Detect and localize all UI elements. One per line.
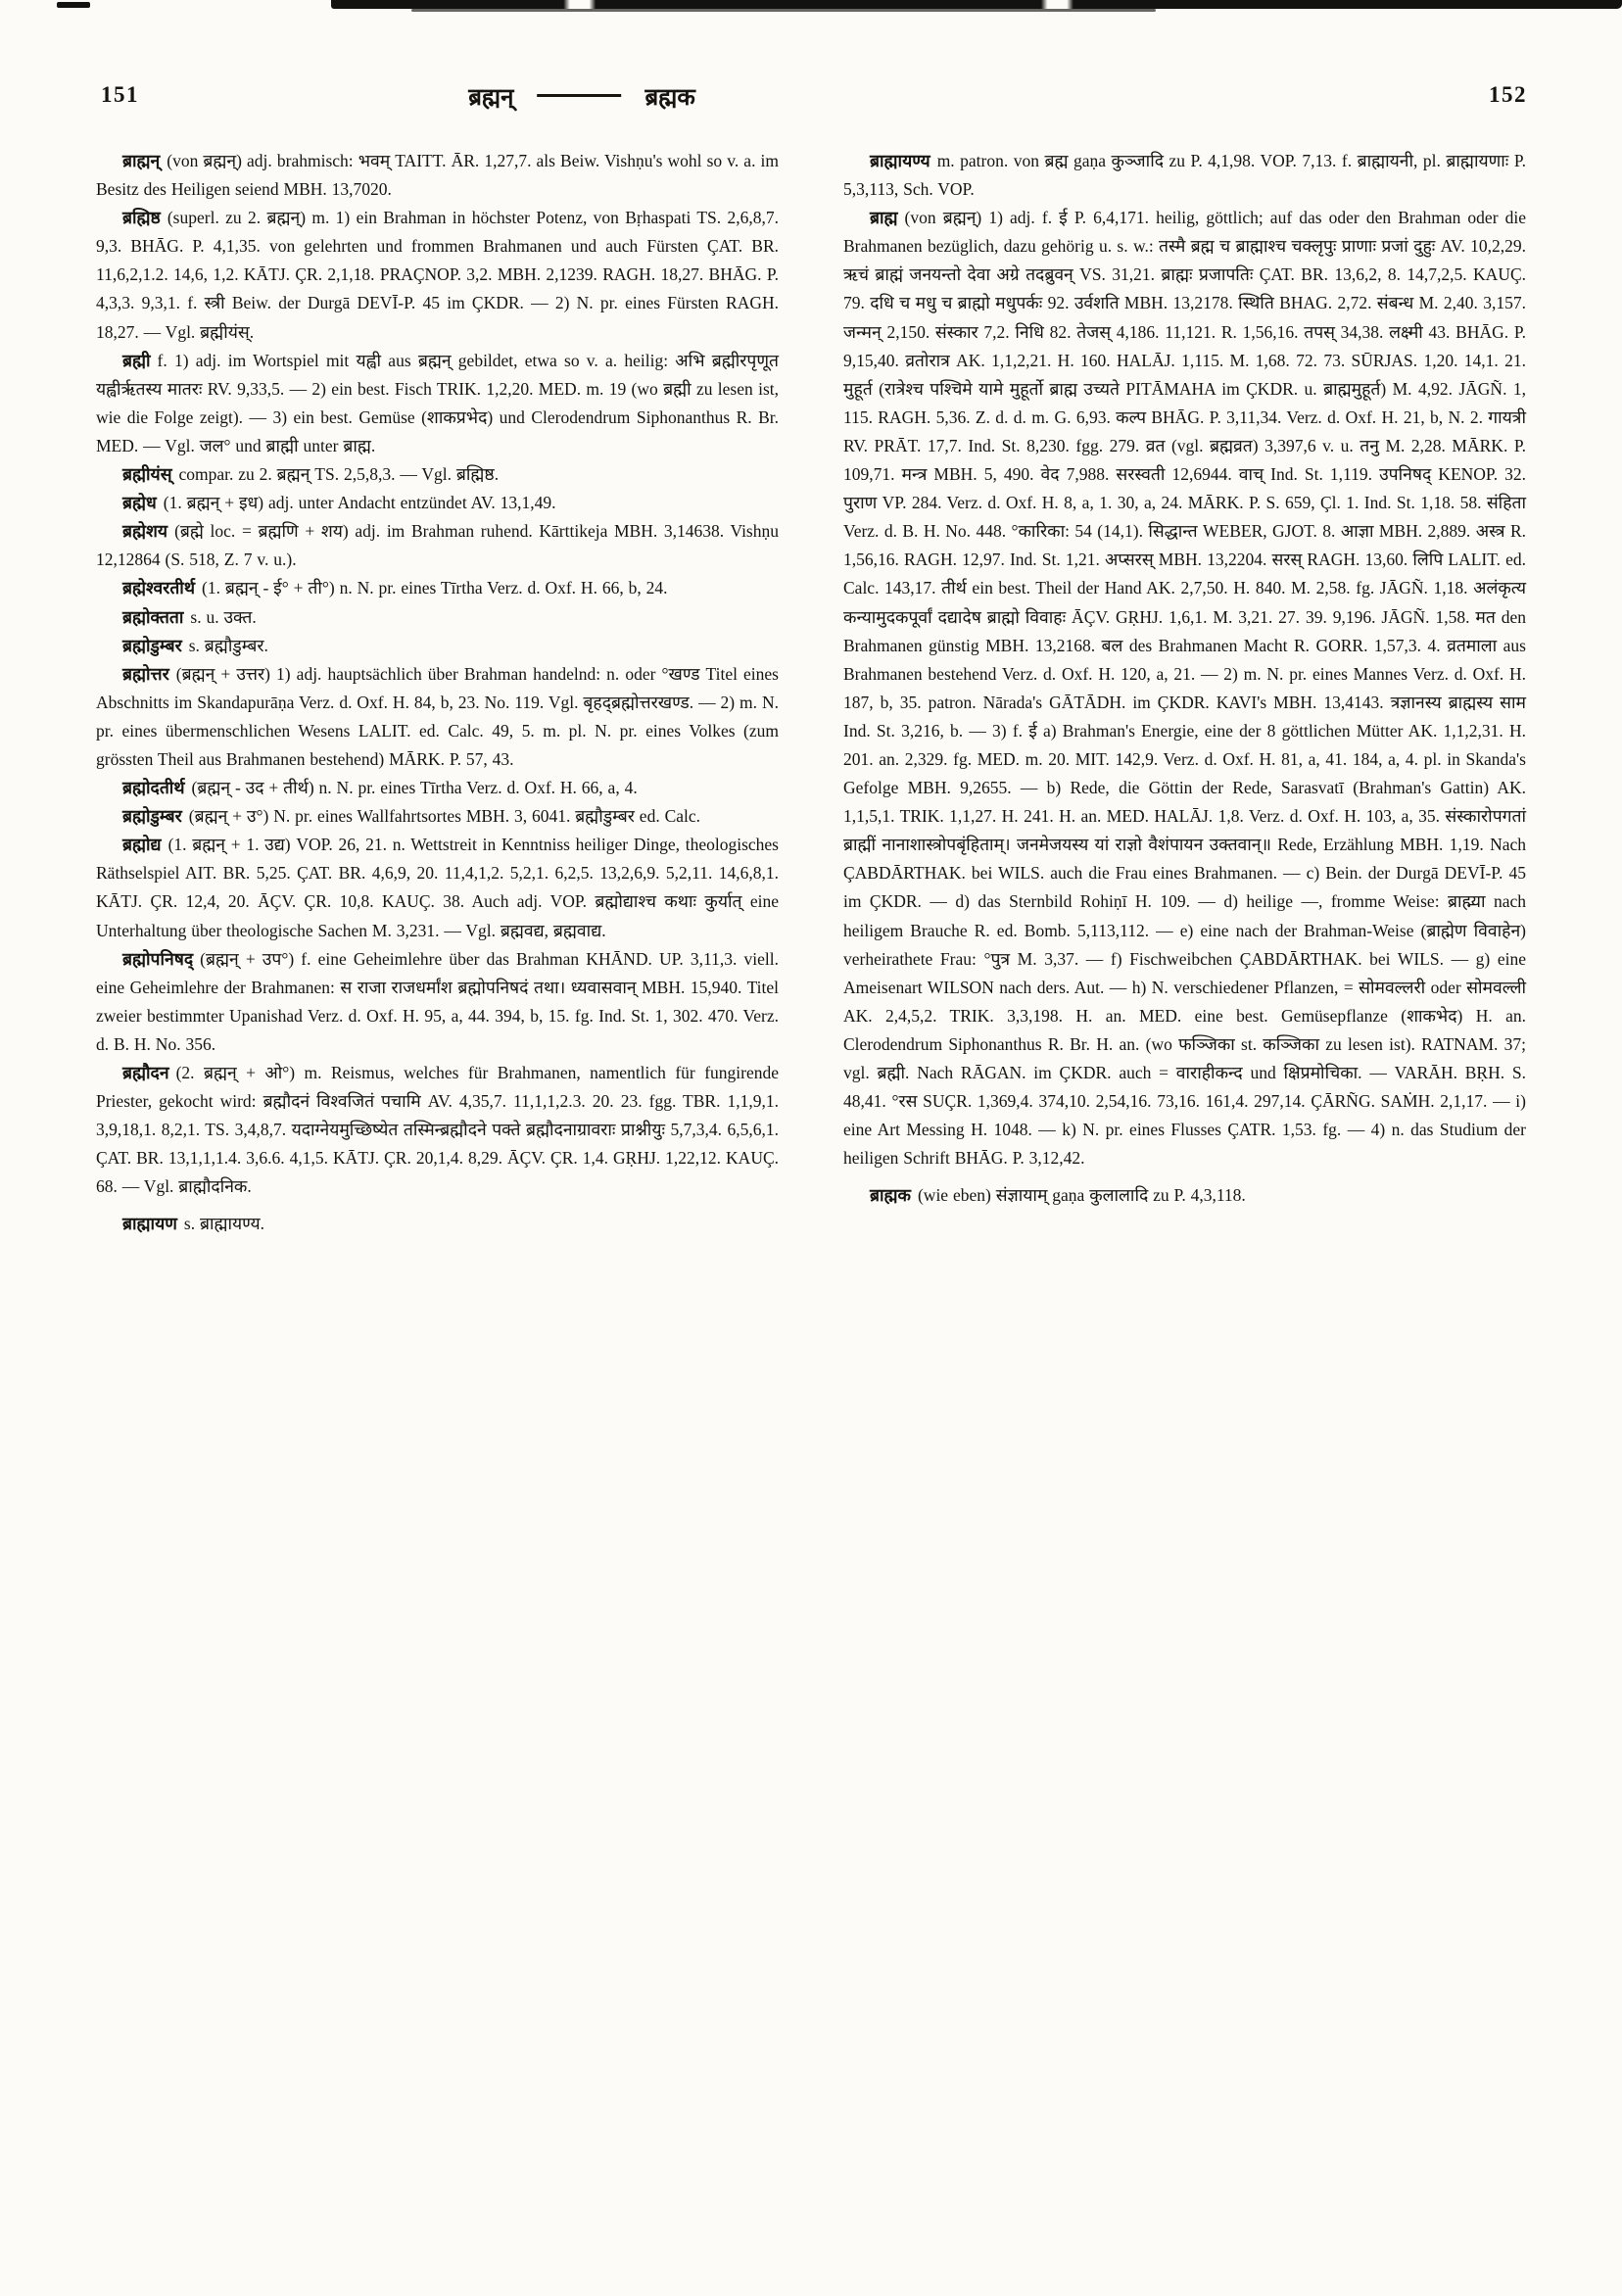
entry-headword: ब्रह्मौदन (122, 1063, 169, 1082)
entry-body: (ब्रह्मन् + उ°) N. pr. eines Wallfahrtsortes MBH. 3, 6041. ब्रह्मौडुम्बर ed. Calc. (188, 806, 701, 827)
entry-headword: ब्रह्मोपनिषद् (122, 948, 194, 969)
dictionary-entry (96, 774, 779, 802)
entry-body: (wie eben) संज्ञायाम् gaṇa कुलालादि zu P. 4,3,118. (917, 1185, 1246, 1206)
entry-body: (ब्रह्मन् + उत्तर) 1) adj. hauptsächlich über Brahman handelnd: n. oder °खण्ड Titel eines Abschnitts im Skandapurāṇa Verz. d. Oxf. H. 84, b, 23. No. 119. Vgl. बृहद्ब्रह्मोत्तरखण्ड. — 2) m. N. pr. eines übermenschlichen Wesens LALIT. ed. Calc. 49, 5. m. pl. N. pr. eines Volkes (zum grössten Theil aus Brahmanen bestehend) MĀRK. P. 57, 43. (96, 663, 779, 769)
entry-headword: ब्रह्मेश्वरतीर्थ (122, 578, 196, 598)
entry-headword: ब्राह्मन् (122, 151, 161, 170)
dictionary-entry (96, 660, 779, 774)
entry-headword: ब्रह्मोदतीर्थ (122, 778, 185, 798)
right-column (843, 147, 1526, 1239)
running-head (468, 80, 695, 113)
dictionary-entry (96, 831, 779, 944)
dictionary-entry (96, 1210, 779, 1238)
entry-body: compar. zu 2. ब्रह्मन् TS. 2,5,8,3. — Vgl. ब्रह्मिष्ठ. (178, 464, 500, 485)
scan-edge-artifact-left (57, 2, 90, 8)
entry-headword: ब्रह्मोडुम्बर (122, 806, 182, 827)
entry-body: (ब्रह्मे loc. = ब्रह्मणि + शय) adj. im Brahman ruhend. Kārttikeja MBH. 3,14638. Vishṇu 12,12864 (S. 518, Z. 7 v. u.). (96, 521, 779, 570)
entry-body: (ब्रह्मन् - उद + तीर्थ) n. N. pr. eines Tīrtha Verz. d. Oxf. H. 66, a, 4. (191, 778, 638, 798)
entry-headword: ब्रह्मीयंस् (122, 464, 172, 485)
entry-headword: ब्रह्मेध (122, 493, 157, 513)
dictionary-entry (96, 603, 779, 632)
entry-headword: ब्राह्मायण्य (870, 151, 930, 170)
entry-body: (1. ब्रह्मन् + इध) adj. unter Andacht entzündet AV. 13,1,49. (163, 493, 556, 513)
entry-body: (1. ब्रह्मन् + 1. उद्य) VOP. 26, 21. n. Wettstreit in Kenntniss heiliger Dinge, theologisches Räthselspiel AIT. BR. 5,25. ÇAT. BR. 4,6,9, 20. 11,4,1,2. 5,2,1. 6,2,5. 13,2,6,9. 5,2,11. 14,6,8,1. KĀTJ. ÇR. 12,4, 20. ĀÇV. ÇR. 10,8. KAUÇ. 38. Auch adj. VOP. ब्रह्मोद्याश्च कथाः कुर्यात् eine Unterhaltung über theologische Sachen M. 3,231. — Vgl. ब्रह्मवद्य, ब्रह्मवाद्य. (96, 835, 779, 940)
running-head-rule (537, 94, 621, 97)
text-columns (96, 147, 1526, 1239)
dictionary-entry (96, 802, 779, 831)
dictionary-entry (843, 1181, 1526, 1210)
running-head-right-word: ब्रह्मक (644, 85, 695, 111)
dictionary-entry (96, 347, 779, 460)
entry-headword: ब्रह्मोक्तता (122, 606, 184, 627)
entry-body: (2. ब्रह्मन् + ओ°) m. Reismus, welches für Brahmanen, namentlich für fungirende Priester, gekocht wird: ब्रह्मौदनं विश्वजितं पचामि AV. 4,35,7. 11,1,1,2.3. 20. 23. fgg. TBR. 1,1,9,1. 3,9,18,1. 8,2,1. TS. 3,4,8,7. यदाग्नेयमुच्छिष्येत तस्मिन्ब्रह्मौदने पक्ते ब्रह्मौदनाग्रावराः प्राश्नीयुः 5,7,3,4. 6,5,6,1. ÇAT. BR. 13,1,1,1.4. 3,6.6. 4,1,5. KĀTJ. ÇR. 20,1,4. 8,29. ĀÇV. ÇR. 1,4. GṚHJ. 1,22,12. KAUÇ. 68. — Vgl. ब्राह्मौदनिक. (96, 1063, 779, 1197)
dictionary-entry (843, 147, 1526, 204)
entry-body: s. u. उक्त. (190, 606, 257, 627)
dictionary-entry (96, 945, 779, 1059)
page-number-right: 152 (1489, 82, 1527, 107)
page-number-left: 151 (101, 82, 139, 107)
entry-headword: ब्रह्मोत्तर (122, 663, 169, 684)
dictionary-entry (96, 204, 779, 346)
entry-body: (superl. zu 2. ब्रह्मन्) m. 1) ein Brahman in höchster Potenz, von Bṛhaspati TS. 2,6,8,7. 9,3. BHĀG. P. 4,1,35. von gelehrten und frommen Brahmanen und auch Fürsten ÇAT. BR. 11,6,2,1.2. 14,6, 1,2. KĀTJ. ÇR. 2,1,18. PRAÇNOP. 3,2. MBH. 2,1239. RAGH. 18,27. BHĀG. P. 4,3,3. 9,3,1. f. स्त्री Beiw. der Durgā DEVĪ-P. 45 im ÇKDR. — 2) N. pr. eines Fürsten RAGH. 18,27. — Vgl. ब्रह्मीयंस्. (96, 208, 779, 342)
dictionary-entry (96, 460, 779, 489)
entry-body: f. 1) adj. im Wortspiel mit यह्वी aus ब्रह्मन् gebildet, etwa so v. a. heilig: अभि ब्रह्मीरपृणूत यह्वीर्ऋतस्य मातरः RV. 9,33,5. — 2) ein best. Fisch TRIK. 1,2,20. MED. m. 19 (wo ब्रह्मी zu lesen ist, wie die Folge zeigt). — 3) ein best. Gemüse (शाकप्रभेद) und Clerodendrum Siphonanthus R. Br. MED. — Vgl. जल° und ब्राह्मी unter ब्राह्म. (96, 350, 779, 455)
scan-edge-artifact-thin (411, 9, 1156, 12)
entry-body: (von ब्रह्मन्) 1) adj. f. ई P. 6,4,171. heilig, göttlich; auf das oder den Brahman oder die Brahmanen bezüglich, dazu gehörig u. s. w.: तस्मै ब्रह्म च ब्राह्माश्च चक्लृपुः प्राणाः प्रजां दुहुः AV. 10,2,29. ऋचं ब्राह्मं जनयन्तो देवा अग्रे तदब्रुवन् VS. 31,21. ब्राह्मः प्रजापतिः ÇAT. BR. 13,6,2, 8. 14,7,2,5. KAUÇ. 79. दधि च मधु च ब्राह्मो मधुपर्कः 92. उर्वशति MBH. 13,2178. स्थिति BHAG. 2,72. संबन्ध M. 2,40. 3,157. जन्मन् 2,150. संस्कार 7,2. निधि 82. तेजस् 4,186. 11,121. R. 1,56,16. तपस् 34,38. लक्ष्मी 43. BHĀG. P. 9,15,40. व्रतोरात्र AK. 1,1,2,21. H. 160. HALĀJ. 1,115. M. 1,68. 72. 73. SŪRJAS. 1,20. 14,1. 21. मुहूर्त (रात्रेश्च पश्चिमे यामे मुहूर्तो ब्राह्म उच्यते PITĀMAHA im ÇKDR. u. ब्राह्ममुहूर्त) M. 4,92. JĀGÑ. 1, 115. RAGH. 5,36. Z. d. d. m. G. 6,93. कल्प BHĀG. P. 3,11,34. Verz. d. Oxf. H. 21, b, N. 2. गायत्री RV. PRĀT. 17,7. Ind. St. 8,230. fgg. 279. व्रत (vgl. ब्रह्मव्रत) 3,397,6 v. u. तनु M. 2,28. MĀRK. P. 109,71. मन्त्र MBH. 5, 490. वेद 7,988. सरस्वती 12,6944. वाच् Ind. St. 1,119. उपनिषद् KENOP. 32. पुराण VP. 284. Verz. d. Oxf. H. 8, a, 1. 30, a, 24. MĀRK. P. S. 659, Çl. 1. Ind. St. 1,18. 58. संहिता Verz. d. B. H. No. 448. °कारिका: 54 (14,1). सिद्धान्त WEBER, GJOT. 8. आज्ञा MBH. 2,889. अस्त्र R. 1,56,16. RAGH. 12,97. Ind. St. 1,21. अप्सरस् MBH. 13,2204. सरस् RAGH. 13,60. लिपि LALIT. ed. Calc. 143,17. तीर्थ ein best. Theil der Hand AK. 2,7,50. H. 840. M. 2,58. fg. JĀGÑ. 1,18. अलंकृत्य कन्यामुदकपूर्वां दद्यादेष ब्राह्मो विवाहः ĀÇV. GṚHJ. 1,6,1. M. 3,21. 27. 39. 9,196. JĀGÑ. 1,58. मत den Brahmanen günstig MBH. 13,2168. बल des Brahmanen Macht R. GORR. 1,57,3. 4. व्रतमाला aus Brahmanen bestehend Verz. d. Oxf. H. 120, a, 21. — 2) m. N. pr. eines Mannes Verz. d. Oxf. H. 187, b, 35. patron. Nārada's GĀTĀDH. im ÇKDR. KAVI's MBH. 13,4143. त्रज्ञानस्य ब्राह्मस्य साम Ind. St. 3,216, b. — 3) f. ई a) Brahman's Energie, eine der 8 göttlichen Mütter AK. 1,1,2,31. H. 201. an. 2,329. fg. MED. m. 20. MIT. 142,9. Verz. d. Oxf. H. 81, a, 41. 184, a, 4. pl. in Skanda's Gefolge MBH. 9,2655. — b) Rede, die Göttin der Rede, Sarasvatī (Brahman's Gattin) AK. 1,1,5,1. TRIK. 1,1,27. H. 241. H. an. MED. HALĀJ. 1,8. Verz. d. Oxf. H. 103, a, 35. संस्कारोपगतां ब्राह्मीं नानाशास्त्रोपबृंहिताम्। जनमेजयस्य यां राज्ञो वैशंपायन उक्तवान्॥ Rede, Erzählung MBH. 1,19. Nach ÇABDĀRTHAK. bei WILS. auch die Frau eines Brahmanen. — c) Bein. der Durgā DEVĪ-P. 45 im ÇKDR. — d) das Sternbild Rohiṇī H. 109. — d) heilige —, fromme Weise: ब्राह्म्या nach heiligem Brauche R. ed. Bomb. 5,113,112. — e) eine nach der Brahman-Weise (ब्राह्मेण विवाहेन) verheirathete Frau: °पुत्र M. 3,37. — f) Fischweibchen ÇABDĀRTHAK. bei WILS. — g) eine Ameisenart WILSON nach ders. Aut. — h) N. verschiedener Pflanzen, = सोमवल्लरी oder सोमवल्ली AK. 2,4,5,2. TRIK. 3,3,198. H. an. MED. eine best. Gemüsepflanze (शाकभेद) H. an. Clerodendrum Siphonanthus R. Br. H. an. (wo फञ्जिका st. कञ्जिका zu lesen ist). RATNAM. 37; vgl. ब्रह्मी. Nach RĀGAN. im ÇKDR. auch = वाराहीकन्द und क्षिप्रमोचिका. — VARĀH. BṚH. S. 48,41. °रस SUÇR. 1,369,4. 374,10. 2,54,16. 73,16. 161,4. 297,14. ÇĀRÑG. SAṀH. 2,1,17. — i) eine Art Messing H. 1048. — k) N. pr. eines Flusses ÇATR. 1,53. fg. — 4) n. das Studium der heiligen Schrift BHĀG. P. 3,12,42. (843, 208, 1526, 1169)
entry-body: s. ब्रह्मौडुम्बर. (188, 635, 268, 655)
scan-edge-artifact (331, 0, 1622, 9)
entry-headword: ब्रह्मेशय (122, 521, 168, 542)
dictionary-entry (843, 204, 1526, 1172)
entry-headword: ब्रह्मी (122, 350, 151, 370)
dictionary-entry (96, 489, 779, 517)
dictionary-entry (96, 1059, 779, 1201)
dictionary-entry (96, 574, 779, 602)
entry-body: m. patron. von ब्रह्म gaṇa कुञ्जादि zu P. 4,1,98. VOP. 7,13. f. ब्राह्मायनी, pl. ब्राह्मायणाः P. 5,3,113, Sch. VOP. (843, 151, 1526, 200)
entry-body: (ब्रह्मन् + उप°) f. eine Geheimlehre über das Brahman KHĀND. UP. 3,11,3. viell. eine Geheimlehre der Brahmanen: स राजा राजधर्मांश ब्रह्मोपनिषदं तथा। ध्यवासवान् MBH. 15,940. Titel zweier bestimmter Upanishad Verz. d. Oxf. H. 95, a, 44. 394, b, 15. fg. Ind. St. 1, 302. 470. Verz. d. B. H. No. 356. (96, 948, 779, 1054)
entry-headword: ब्राह्म (870, 208, 898, 228)
dictionary-entry (96, 517, 779, 574)
entry-headword: ब्राह्मक (870, 1185, 911, 1206)
page-header (0, 82, 1622, 123)
entry-headword: ब्रह्मोडुम्बर (122, 635, 182, 655)
dictionary-entry (96, 147, 779, 204)
entry-body: (von ब्रह्मन्) adj. brahmisch: भवम् TAITT. ĀR. 1,27,7. als Beiw. Vishṇu's wohl so v. a. im Besitz des Heiligen seiend MBH. 13,7020. (96, 151, 779, 200)
entry-headword: ब्राह्मायण (122, 1214, 177, 1234)
running-head-left-word: ब्रह्मन् (468, 85, 514, 111)
entry-headword: ब्रह्मिष्ठ (122, 208, 161, 228)
dictionary-entry (96, 632, 779, 660)
left-column (96, 147, 779, 1239)
entry-body: s. ब्राह्मायण्य. (183, 1214, 265, 1234)
entry-headword: ब्रह्मोद्य (122, 835, 162, 855)
entry-body: (1. ब्रह्मन् - ई° + ती°) n. N. pr. eines Tīrtha Verz. d. Oxf. H. 66, b, 24. (202, 578, 668, 598)
